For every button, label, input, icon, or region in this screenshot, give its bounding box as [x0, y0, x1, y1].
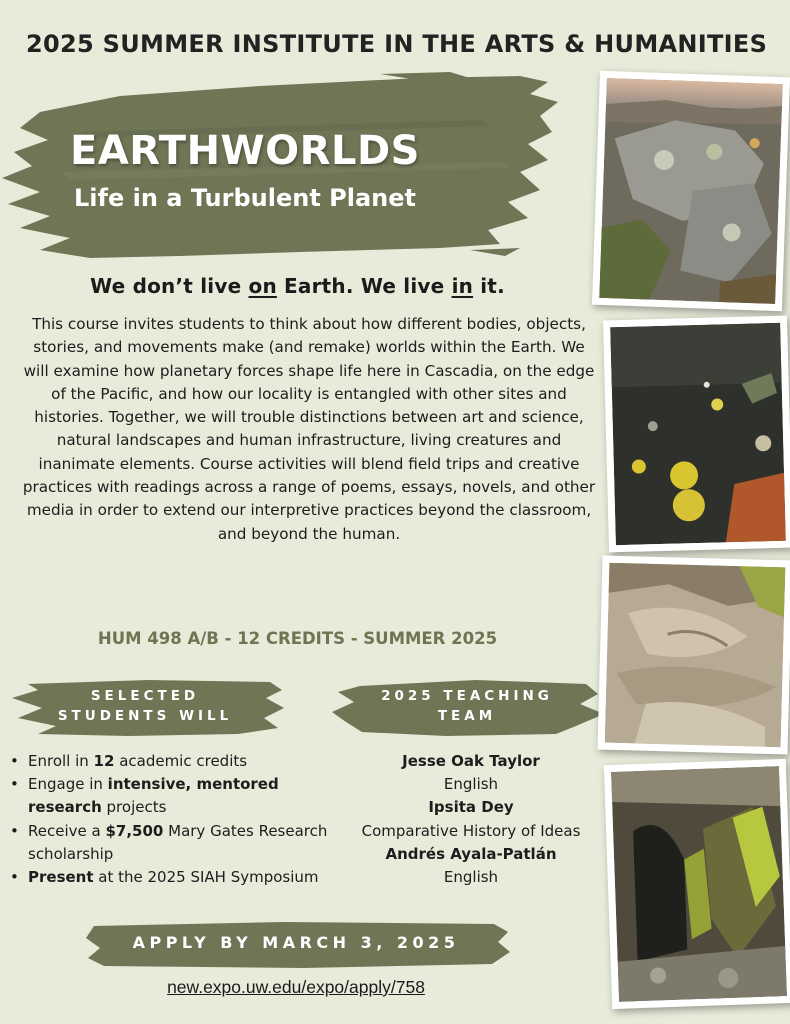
team-member-name: Ipsita Dey — [428, 798, 514, 817]
lichen-photo-graphic — [610, 323, 786, 545]
students-heading — [10, 686, 280, 726]
list-item — [28, 773, 328, 819]
team-member-dept: Comparative History of Ideas — [361, 821, 581, 840]
team-member-name: Jesse Oak Taylor — [402, 752, 540, 770]
tagline-on: on — [248, 274, 277, 298]
course-info: HUM 498 A/B - 12 CREDITS - SUMMER 2025 — [97, 629, 498, 648]
apply-link[interactable]: new.expo.uw.edu/expo/apply/758 — [167, 977, 425, 997]
photo-lichen-rocks — [592, 71, 790, 311]
sandstone-photo-graphic — [605, 563, 786, 748]
tagline-in: in — [451, 274, 474, 298]
team-member-dept: English — [443, 775, 499, 794]
item-text: Receive a — [28, 821, 106, 840]
list-item — [28, 820, 328, 866]
students-heading-line1: SELECTED — [90, 688, 200, 704]
tagline — [0, 274, 595, 298]
photo-sea-cave — [604, 759, 790, 1009]
event-title: 2025 SUMMER INSTITUTE IN THE ARTS & HUMANITIES — [26, 30, 768, 58]
item-text: at the 2025 SIAH Symposium — [93, 868, 319, 887]
team-member-dept: English — [443, 868, 499, 887]
item-bold: intensive, mentored research — [28, 775, 279, 817]
item-text: Engage in — [28, 775, 108, 794]
team-heading — [332, 686, 602, 726]
tagline-part2: Earth. We live — [276, 274, 452, 298]
team-heading-line1: 2025 TEACHING — [381, 688, 553, 704]
photo-yellow-lichen — [603, 316, 790, 553]
teaching-team-list — [338, 750, 604, 889]
photo-sandstone — [597, 556, 790, 755]
cave-photo-graphic — [611, 766, 787, 1002]
team-heading-line2: TEAM — [437, 708, 497, 724]
hero-title: EARTHWORLDS — [70, 128, 420, 174]
item-bold: Present — [28, 868, 94, 887]
list-item — [28, 866, 328, 889]
item-text: projects — [101, 798, 167, 817]
team-member-name: Andrés Ayala-Patlán — [385, 844, 557, 863]
list-item — [28, 750, 328, 773]
item-text: academic credits — [114, 752, 248, 770]
item-text: Enroll in — [28, 752, 94, 770]
item-text: Mary Gates Research scholarship — [28, 821, 328, 863]
rock-photo-graphic — [599, 78, 783, 304]
tagline-part1: We don’t live — [90, 274, 249, 298]
hero-subtitle: Life in a Turbulent Planet — [74, 184, 416, 212]
item-bold: $7,500 — [105, 821, 164, 840]
tagline-part3: it. — [473, 274, 505, 298]
students-heading-line2: STUDENTS WILL — [57, 708, 233, 724]
course-description: This course invites students to think about how different bodies, objects, stories, and movements make (and remake) worlds within the Earth. We will examine how planetary forces shape life here in Cascadia, on the edge of the Pacific, and how our locality is entangled with other sites and histories. Together, we will trouble distinctions between art and science, natural landscapes and human infrastructure, living creatures and inanimate elements. Course activities will blend field trips and creative practices with readings across a range of poems, essays, novels, and other media in order to extend our interpretive practices beyond the classroom, and beyond the human. — [22, 315, 596, 543]
item-bold: 12 — [93, 752, 115, 770]
students-benefits-list — [28, 750, 328, 889]
apply-deadline: APPLY BY MARCH 3, 2025 — [132, 933, 460, 952]
